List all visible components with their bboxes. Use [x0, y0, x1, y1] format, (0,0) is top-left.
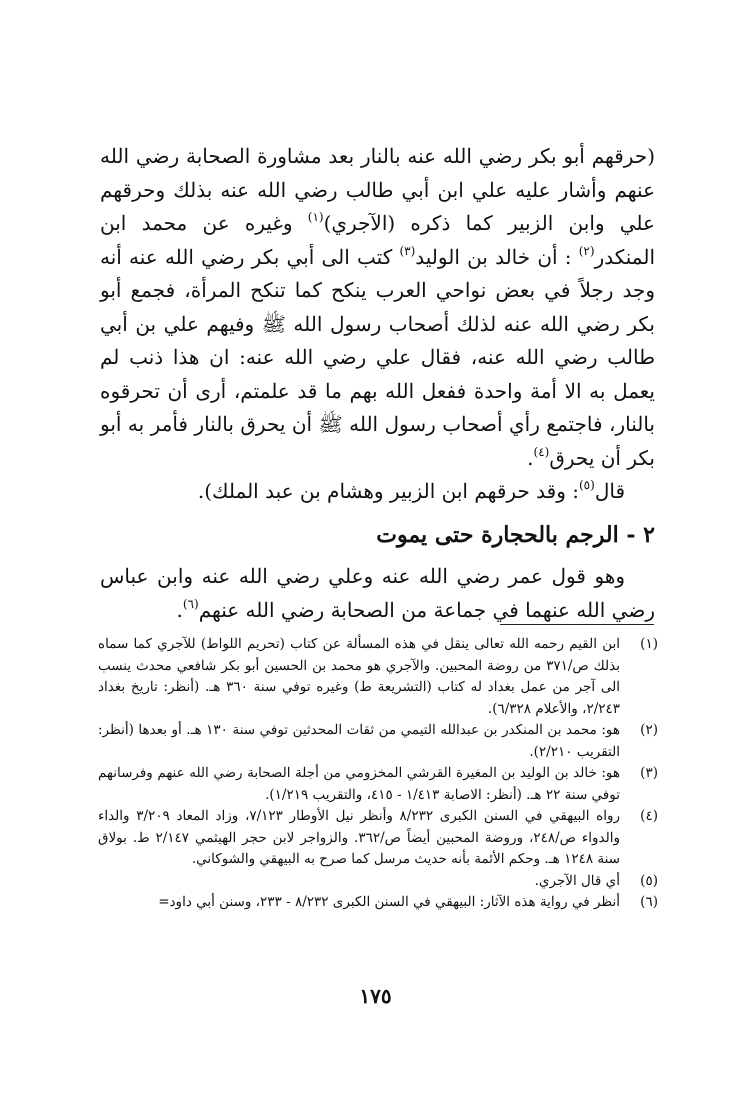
paragraph-stoning	[100, 560, 655, 627]
paragraph-qala	[100, 475, 655, 509]
footnote-text: أي قال الآجري.	[534, 872, 620, 889]
footnote	[98, 720, 658, 763]
footnote-text: ابن القيم رحمه الله تعالى ينقل في هذه المسألة عن كتاب (تحريم اللواط) للآجري كما سماه بذلك ص/٣٧١ من روضة المحبين. والآجري هو محمد بن الحسين أبو بكر شافعي محدث ينسب الى آجر من عمل بغداد له كتاب (التشريعة ط) وغيره توفي سنة ٣٦٠ هـ. (أنظر: تاريخ بغداد ٢/٢٤٣، والأعلام ٦/٣٢٨).	[98, 636, 621, 717]
footnote-number: (٣)	[640, 765, 658, 781]
footnote-number: (٦)	[640, 894, 658, 910]
footnote-text: رواه البيهقي في السنن الكبرى ٨/٢٣٢ وأنظر نيل الأوطار ٧/١٢٣، وزاد المعاد ٣/٢٠٩ والداء والدواء ص/٢٤٨، وروضة المحبين أيضاً ص/٣٦٢. والزواجر لابن حجر الهيثمي ٢/١٤٧ ط. بولاق سنة ١٢٤٨ هـ. وحكم الأئمة بأنه حديث مرسل كما صرح به البيهقي والشوكاني.	[98, 808, 621, 867]
footnote-number: (٤)	[640, 808, 658, 824]
paragraph-text: : أن خالد بن الوليد	[415, 244, 579, 269]
footnote-ref: (٦)	[182, 596, 199, 611]
main-text	[100, 140, 655, 627]
section-heading: ٢ - الرجم بالحجارة حتى يموت	[376, 521, 655, 548]
page-number: ١٧٥	[359, 984, 392, 1008]
footnote-number: (٥)	[640, 872, 658, 889]
footnote-ref: (٢)	[578, 243, 595, 258]
footnote-text: هو: محمد بن المنكدر بن عبدالله التيمي من ثقات المحدثين توفي سنة ١٣٠ هـ. أو بعدها (أنظر: التقريب ٢/٢١٠).	[98, 722, 620, 760]
paragraph-text: وهو قول عمر رضي الله عنه وعلي رضي الله عنه وابن عباس رضي الله عنهما في جماعة من الصحابة رضي الله عنهم	[100, 564, 655, 622]
footnote-text: أنظر في رواية هذه الآثار: البيهقي في السنن الكبرى ٨/٢٣٢ - ٢٣٣، وسنن أبي داود=	[158, 894, 620, 910]
paragraph-text: قال	[594, 479, 625, 503]
footnote-divider	[500, 624, 654, 625]
footnotes	[98, 634, 658, 914]
footnote	[98, 763, 658, 806]
footnote-ref: (٣)	[399, 243, 416, 258]
footnote-ref: (٥)	[578, 478, 595, 492]
paragraph-text: : وقد حرقهم ابن الزبير وهشام بن عبد الملك).	[197, 479, 579, 503]
paragraph-text: .	[527, 445, 534, 470]
footnote	[98, 892, 658, 914]
footnote-number: (٢)	[640, 722, 658, 738]
paragraph-quote	[100, 140, 655, 475]
footnote-text: هو: خالد بن الوليد بن المغيرة القرشي المخزومي من أجلة الصحابة رضي الله عنهم وفرسانهم توفي سنة ٢٢ هـ. (أنظر: الاصابة ١/٤١٣ - ٤١٥، والتقريب ١/٢١٩).	[98, 765, 620, 803]
paragraph-text: كتب الى أبي بكر رضي الله عنه أنه وجد رجلاً في بعض نواحي العرب ينكح كما تنكح المرأة، فجمع أبو بكر رضي الله عنه لذلك أصحاب رسول الله ﷺ وفيهم علي بن أبي طالب رضي الله عنه، فقال علي رضي الله عنه: ان هذا ذنب لم يعمل به الا أمة واحدة ففعل الله بهم ما قد علمتم، أرى أن تحرقوه بالنار، فاجتمع رأي أصحاب رسول الله ﷺ أن يحرق بالنار فأمر به أبو بكر أن يحرق	[100, 244, 655, 470]
paragraph-text: (حرقهم أبو بكر رضي الله عنه بالنار بعد مشاورة الصحابة رضي الله عنهم وأشار عليه علي ابن أبي طالب رضي الله عنه بذلك وحرقهم علي وابن الزبير كما ذكره (الآجري)	[100, 144, 655, 235]
footnote-number: (١)	[640, 636, 658, 652]
footnote-ref: (٤)	[533, 444, 550, 459]
footnote-ref: (١)	[307, 210, 324, 224]
footnote	[98, 806, 658, 871]
footnote	[98, 871, 658, 893]
paragraph-text: وغيره عن محمد ابن المنكدر	[100, 211, 656, 269]
footnote	[98, 634, 658, 720]
paragraph-text: .	[176, 597, 183, 622]
